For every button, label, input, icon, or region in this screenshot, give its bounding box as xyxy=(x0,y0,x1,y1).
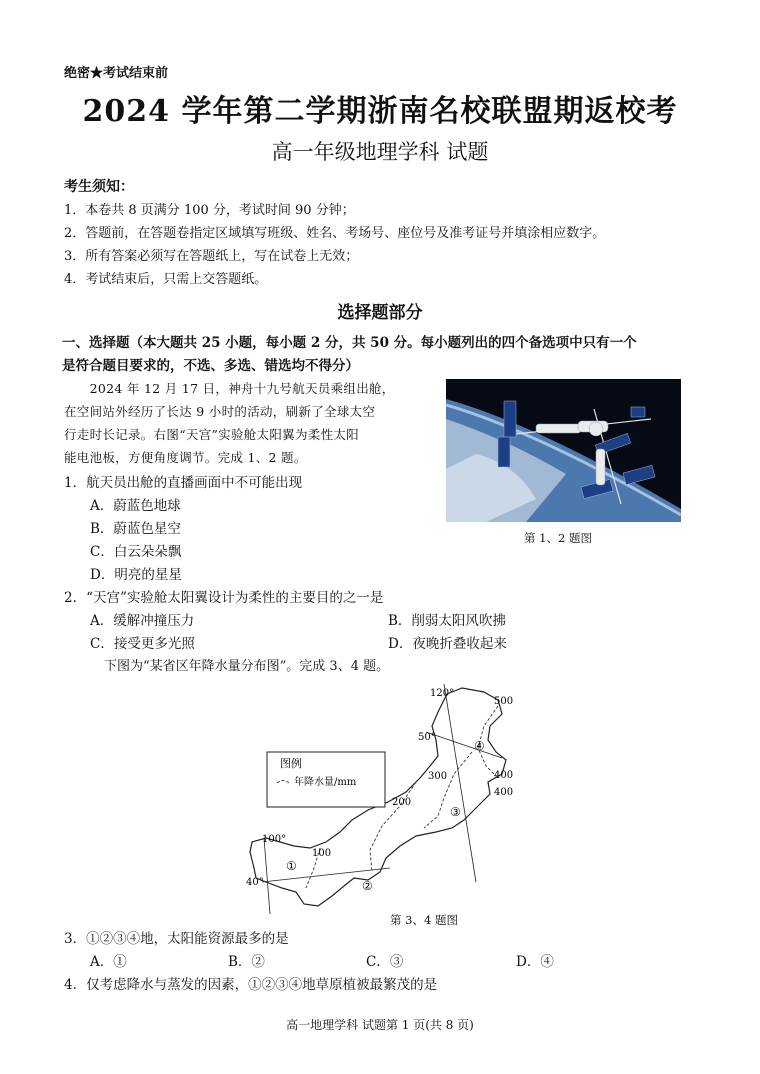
location-marker: ① xyxy=(286,859,297,873)
answer-option: C．接受更多光照 xyxy=(90,636,195,652)
passage-3-4: 下图为“某省区年降水量分布图”。完成 3、4 题。 xyxy=(104,659,390,674)
notice-heading: 考生须知： xyxy=(64,179,134,195)
answer-option: D．④ xyxy=(516,954,554,970)
passage-line: 能电池板，方便角度调节。完成 1、2 题。 xyxy=(64,450,307,465)
figure-caption: 第 1、2 题图 xyxy=(524,531,592,545)
isohyet-label: 400 xyxy=(494,770,514,781)
answer-option: B．② xyxy=(228,954,265,970)
answer-option: D．明亮的星星 xyxy=(90,567,182,583)
question-stem: 2．“天宫”实验舱太阳翼设计为柔性的主要目的之一是 xyxy=(64,590,384,606)
exam-subtitle: 高一年级地理学科 试题 xyxy=(271,140,489,164)
precipitation-map xyxy=(240,682,530,914)
part-instructions xyxy=(62,332,707,378)
answer-option: A．① xyxy=(90,954,127,970)
part-instructions-line: 一、选择题（本大题共 25 小题，每小题 2 分，共 50 分。每小题列出的四个备选项中只有一个 xyxy=(62,335,637,351)
latitude-label: 50° xyxy=(418,732,436,743)
answer-option: D．夜晚折叠收起来 xyxy=(388,636,507,652)
passage-line: 行走时长记录。右图“天宫”实验舱太阳翼为柔性太阳 xyxy=(64,427,359,442)
isohyet-label: 300 xyxy=(428,771,448,782)
part-instructions-line: 是符合题目要求的，不选、多选、错选均不得分） xyxy=(62,358,359,374)
longitude-label: 120° xyxy=(430,688,455,699)
answer-option: C．③ xyxy=(366,954,404,970)
legend-item: 年降水量/mm xyxy=(294,777,357,788)
passage-1-2 xyxy=(64,377,436,469)
passage-line: 在空间站外经历了长达 9 小时的活动，刷新了全球太空 xyxy=(64,404,376,419)
isohyet-label: 200 xyxy=(392,797,412,808)
location-marker: ③ xyxy=(450,805,461,819)
question-stem: 1．航天员出舱的直播画面中不可能出现 xyxy=(64,475,303,491)
question-stem: 4．仅考虑降水与蒸发的因素，①②③④地草原植被最繁茂的是 xyxy=(64,977,438,993)
passage-line: 2024 年 12 月 17 日，神舟十九号航天员乘组出舱， xyxy=(64,381,395,396)
legend-title: 图例 xyxy=(280,757,302,770)
notice-item: 4．考试结束后，只需上交答题纸。 xyxy=(64,272,268,287)
answer-option: B．削弱太阳风吹拂 xyxy=(388,613,506,629)
location-marker: ② xyxy=(362,879,373,893)
question-stem: 3．①②③④地，太阳能资源最多的是 xyxy=(64,931,289,947)
isohyet-label: 500 xyxy=(494,696,514,707)
longitude-label: 100° xyxy=(262,834,287,845)
exam-title: 2024 学年第二学期浙南名校联盟期返校考 xyxy=(82,94,678,129)
isohyet-label: 400 xyxy=(494,787,514,798)
confidential-mark: 绝密★考试结束前 xyxy=(64,66,169,81)
answer-option: A．蔚蓝色地球 xyxy=(90,498,181,514)
isohyet-label: 100 xyxy=(312,848,332,859)
section-title: 选择题部分 xyxy=(337,303,423,323)
answer-option: B．蔚蓝色星空 xyxy=(90,521,181,537)
page-footer: 高一地理学科 试题第 1 页(共 8 页) xyxy=(286,1018,474,1032)
figure-caption: 第 3、4 题图 xyxy=(390,913,458,927)
answer-option: C．白云朵朵飘 xyxy=(90,544,182,560)
location-marker: ④ xyxy=(474,739,485,753)
space-station-photo xyxy=(446,379,681,522)
latitude-label: 40° xyxy=(246,877,264,888)
notice-item: 2．答题前，在答题卷指定区域填写班级、姓名、考场号、座位号及准考证号并填涂相应数字。 xyxy=(64,226,606,241)
answer-option: A．缓解冲撞压力 xyxy=(90,613,195,629)
notice-item: 1．本卷共 8 页满分 100 分，考试时间 90 分钟； xyxy=(64,203,355,218)
notice-item: 3．所有答案必须写在答题纸上，写在试卷上无效； xyxy=(64,249,359,264)
